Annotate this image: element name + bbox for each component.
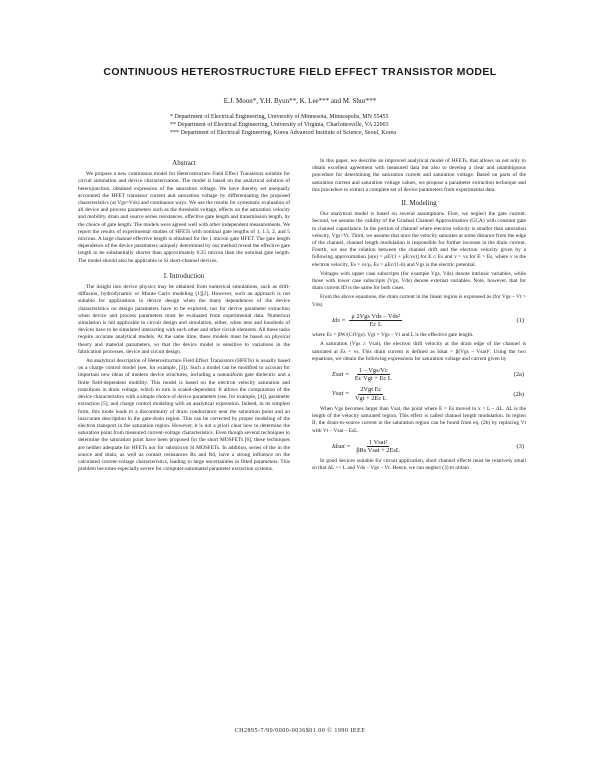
abstract-heading: Abstract	[172, 159, 196, 167]
affiliation-1: * Department of Electrical Engineering, University of Minnesota, Minneapolis, MN 55455	[170, 114, 389, 120]
modeling-paragraph-2: Voltages with upper case subscripts (for example Vgs, Vds) denote intrinsic variables, while those with lower case subscripts (Vgs, Vds) denote external variables. Note, however, that for drain current ID is the same for both cases.	[312, 270, 526, 292]
modeling-paragraph-1: Our analytical model is based on several assumptions. First, we neglect the gate current. Second, we assume the validity of the Gradual Channel Approximation (GCA) with constant gate to channel capacitance. In the portion of channel where electron velocity is smaller than saturation velocity, Vgs>Vt. Third, we assume that once the velocity saturates at some distance from the edge of the channel, channel length modulation is responsible for further increase in the drain current. Fourth, we use the relation between the channel drift and the electron velocity given by a following approximation [u(e) = μE/(1 + μE/vs)] for E ≤ Es and v = vs for E > Es, where v is the electron velocity, Es = vs/μ, Es = μEc/(1-b) and Vgs is the electric potential.	[312, 211, 526, 268]
intro-paragraph-2: An analytical description of Heterostructure Field Effect Transistors (HFETs) is usually based on a charge control model (see, for example, [3]). Such a model can be modified to account for important new ideas of modern device structures, including a nonuniform gate dielectric and a finite field-dependent mobility. This model is based on the electron velocity saturation and transitions in drain voltage, which in turn is scaled-dependent. It allows the computation of the device characteristics with a simple choice of device parameters (see, for example, [4]), parameter extraction [5], and charge control modeling with an analytical expression. Indeed, in its simplest form, this mode leads to a discontinuity of drain conductance near the saturation point and an inaccurate description in the gate-drain region. This can be corrected by proper modeling of the electron transport in the saturation region. However, it is not a priori clear how to determine the saturation point from measured current-voltage characteristics. Even though several techniques to determine the saturation point have been proposed for the short MOSFETs [6], these techniques are neither adequate for HFETs nor for submicron Si MOSFETs. In addition, series of the in the source and drain, as well as contact resistances Rs and Rd, have a strong influence on the calculated current-voltage characteristics, leading to large uncertainties in fitted parameters. This problem becomes especially severe for computer-automated parameter extraction systems.	[78, 358, 290, 473]
equation-4-lhs: Idsat =	[332, 442, 351, 450]
introduction-heading: I. Introduction	[163, 271, 205, 280]
equation-1-lhs: Ids =	[332, 317, 346, 325]
equation-1-label: (1)	[516, 316, 524, 324]
equation-2-lhs: Esat =	[332, 371, 350, 379]
equation-3-numerator: 2Vgt Ec	[360, 386, 382, 394]
equation-1	[312, 313, 526, 328]
equation-3-label: (2b)	[513, 390, 524, 398]
right-column	[312, 158, 526, 720]
equation-2-numerator: 1 – Vgs/Vc	[358, 367, 388, 375]
intro-paragraph-1: The insight into device physics may be obtained from numerical simulations, such as drift-diffusion, hydrodynamic or Monte Carlo modeling [1][2]. However, such an approach is not suitable for applications in device design when the many dependences of the device characteristics on design parameters have to be explored, nor for device parameter extraction when device and process parameters must be evaluated from experimental data. Numerical simulation is not applicable to circuit design and simulation, either, when tens and hundreds of devices have to be simulated interacting with each other and other circuit elements. All these tasks require accurate analytical models. At the same time, these models must be based on physical theory and material parameters, so that the device model is sensitive to variations in the fabrication processes, device and circuit design.	[78, 284, 290, 355]
equation-3	[312, 386, 526, 401]
equation-1-explanation: where Ec = βW/(CtVgs). Vgt = Vgs – Vt and L is the effective gate length.	[312, 332, 474, 339]
right-intro-paragraph: In this paper, we describe an improved analytical model of HFETs, that allows us not only to obtain excellent agreement with measured data but also to develop a clear and unambiguous procedure for determining the saturation current and saturation voltage. Based on parts of the saturation current and saturation voltage values, we propose a parameter extraction technique and this procedure to extract a complete set of device parameters from experimental data.	[312, 158, 526, 193]
left-column	[78, 158, 290, 720]
equation-2	[312, 367, 526, 382]
abstract-text: We propose a new continuous model for Heterostructure Field Effect Transistors suitable for circuit simulation and device characterization. The model is based on the analytical solution of heterojunction, obtained expression of the saturation voltage. We have thereby set unequally accounted the HFET transistor current and saturation voltage by differentiating the proposed characteristics (at Vgs=Vds) and continuous ways. We use the results for systematic evaluation of all device and process parameters such as the threshold voltage, effects on the saturation velocity and mobility, drain and source series resistances, effective gate length and transmission length, by the choice of gate length. The models were agreed well with other independent measurements. We report the results of experimental studies of HFETs with nominal gate lengths of 1, 1.5, 2, and 5 microns. A large channel effective length is obtained for the 1 micron gate HFET. The gate length dependence of the device parameters uniquely determined by our method reveal the effective gate length to be substantially shorter than approximately 0.25 micron than the nominal gate length. The model should also be applicable to Si short-channel devices.	[78, 171, 290, 264]
affiliation-2: ** Department of Electrical Engineering, University of Virginia, Charlottesville, VA 22903	[170, 122, 389, 128]
equation-3-lhs: Vsat =	[332, 390, 350, 398]
modeling-paragraph-3: From the above equations, the drain current in the linear region is expressed as (for Vgs – Vt > Vds)	[312, 294, 526, 308]
equation-3-denominator: Vgt + 2Ec L	[354, 394, 387, 402]
affiliation-3: *** Department of Electrical Engineering, Korea Advanced Institute of Science, Seoul, Korea	[170, 130, 396, 136]
equation-4-numerator: 1 Vsat²	[368, 438, 388, 446]
equation-2-label: (2a)	[513, 371, 524, 379]
equation-4-label: (3)	[516, 442, 524, 450]
equation-4	[312, 439, 526, 454]
paper-title: CONTINUOUS HETEROSTRUCTURE FIELD EFFECT TRANSISTOR MODEL	[103, 66, 497, 78]
modeling-heading: II. Modeling	[401, 199, 437, 208]
equation-2-denominator: Ec Vgt + Ec L	[354, 375, 392, 383]
page-footer: CH2895-7/90/0000-0036$01.00 © 1990 IEEE	[234, 728, 366, 734]
final-paragraph: In good devices suitable for circuit application, short channel effects must be relatively small so that ΔL << L and Vds – Vgs – Vt. Hence, we can neglect (3) to obtain	[312, 458, 526, 472]
equation-1-denominator: Ec L	[369, 321, 382, 329]
equation-4-denominator: βRs Vsat + 2EsL	[356, 446, 400, 454]
saturation-paragraph: A saturation (Vgs ≥ Vsat), the electron drift velocity at the drain edge of the channel is saturated at Es = vs. This drain current is defined as Idsat = β(Vgs – Vsat)². Using the two equations, we obtain the following expressions for saturation voltage and current given by	[312, 341, 526, 362]
channel-modulation-paragraph: When Vgs becomes larger than Vsat, the point where E = Es moved to x = L – ΔL. ΔL is the length of the velocity saturated region. This effect is called channel length modulation. In region II, the drain-to-source current in the saturation region can be found from eq. (2b) by replacing Vt with Vt – Vsat – EsL.	[312, 405, 526, 434]
author-list: E.J. Moon*, Y.H. Byun**, K. Lee*** and M. Shur***	[223, 97, 377, 105]
equation-1-numerator: μ 2Vgs Vds – Vds²	[351, 312, 401, 320]
